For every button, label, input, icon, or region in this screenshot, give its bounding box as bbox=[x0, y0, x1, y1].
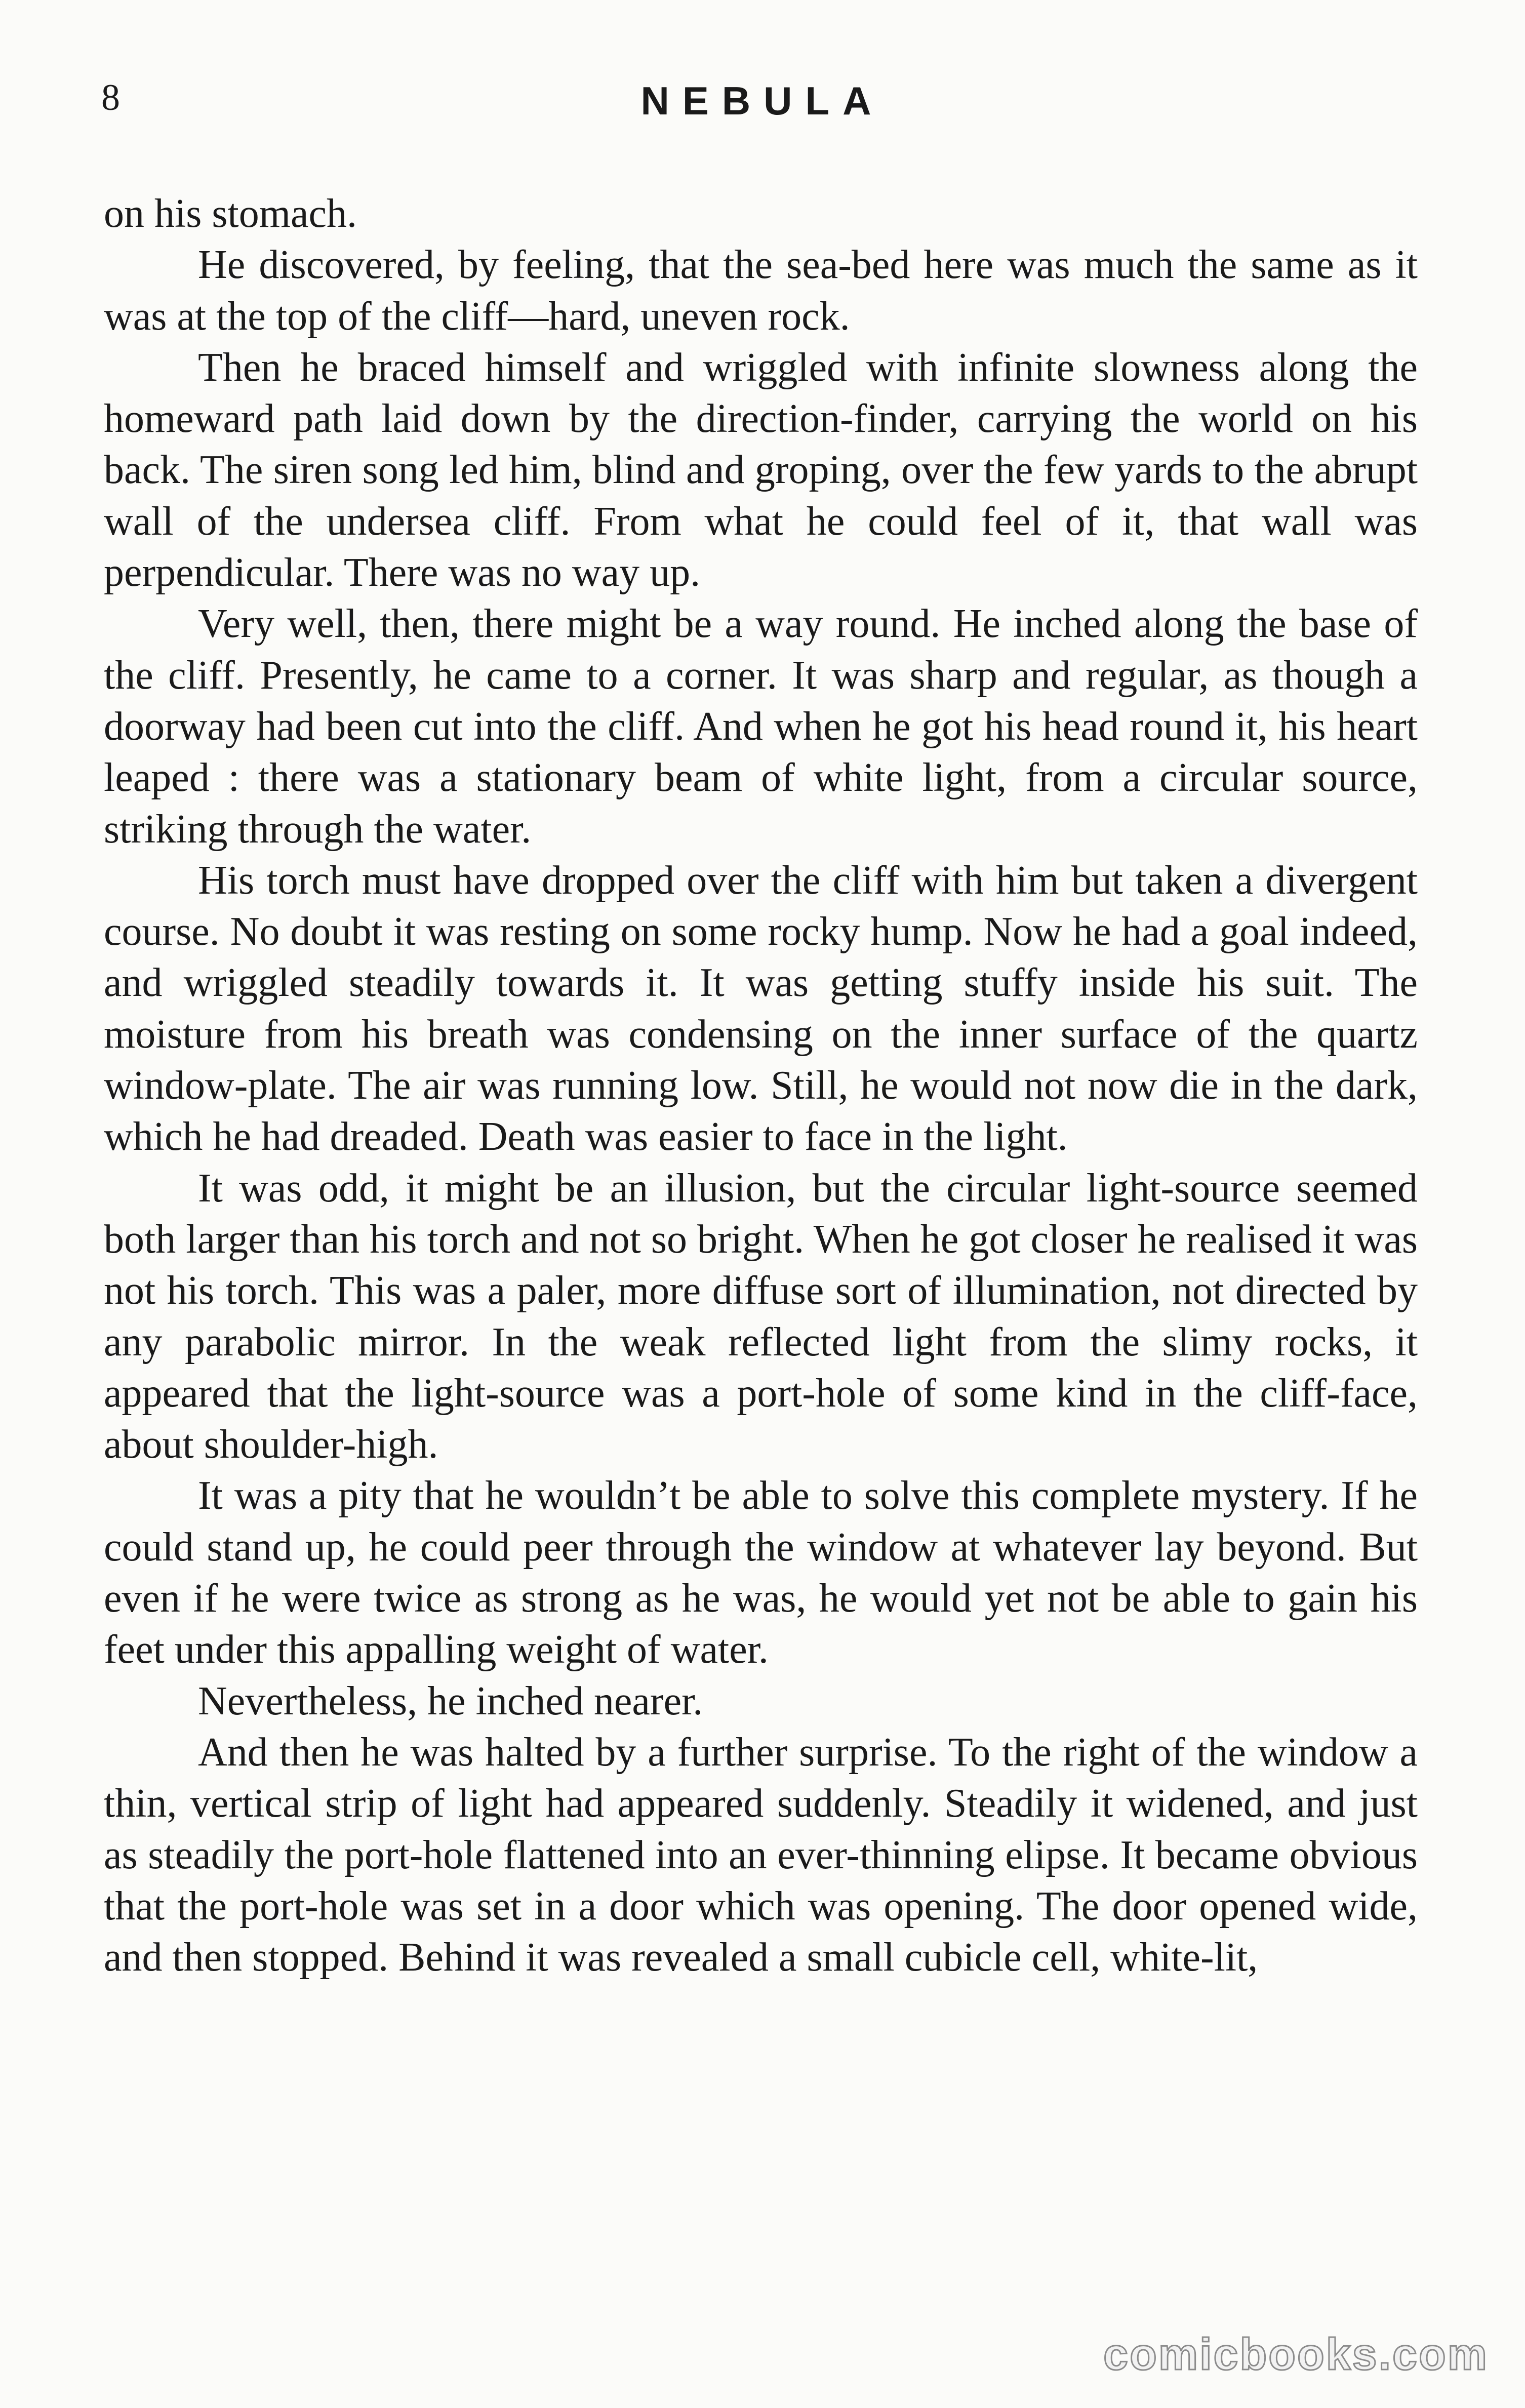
paragraph: It was odd, it might be an illusion, but the circular light-source seemed both larger than his torch and not so bright. When he got closer he realised it was not his torch. This was a paler, more diffuse sort of illumination, not directed by any parabolic mirror. In the weak reflected light from the slimy rocks, it appeared that the light-source was a port-hole of some kind in the cliff-face, about shoulder-high. bbox=[104, 1166, 1418, 1467]
paragraph: Very well, then, there might be a way round. He inched along the base of the cliff. Presently, he came to a corner. It was sharp and regular, as though a doorway had been cut into the cliff. And when he got his head round it, his heart leaped : there was a stationary beam of white light, from a circular source, striking through the water. bbox=[104, 601, 1418, 852]
body-text bbox=[104, 188, 1418, 1983]
running-title: NEBULA bbox=[640, 78, 885, 123]
paragraph: Then he braced himself and wriggled with infinite slowness along the homeward path laid down by the direction-finder, carrying the world on his back. The siren song led him, blind and groping, over the few yards to the abrupt wall of the undersea cliff. From what he could feel of it, that wall was perpendicular. There was no way up. bbox=[104, 345, 1418, 595]
site-watermark: comicbooks.com bbox=[1103, 2329, 1489, 2379]
paragraph: It was a pity that he wouldn’t be able to solve this complete mystery. If he could stand up, he could peer through the window at whatever lay beyond. But even if he were twice as strong as he was, he would yet not be able to gain his feet under this appalling weight of water. bbox=[104, 1473, 1418, 1672]
paragraph: He discovered, by feeling, that the sea-bed here was much the same as it was at the top of the cliff—hard, uneven rock. bbox=[104, 243, 1418, 339]
paragraph: on his stomach. bbox=[104, 191, 357, 236]
paragraph: His torch must have dropped over the cliff with him but taken a divergent course. No doubt it was resting on some rocky hump. Now he had a goal indeed, and wriggled steadily towards it. It was getting stuffy inside his suit. The moisture from his breath was condensing on the inner surface of the quartz window-plate. The air was running low. Still, he would not now die in the dark, which he had dreaded. Death was easier to face in the light. bbox=[104, 858, 1418, 1159]
paragraph: And then he was halted by a further surprise. To the right of the window a thin, vertical strip of light had appeared suddenly. Steadily it widened, and just as steadily the port-hole flattened into an ever-thinning elipse. It became obvious that the port-hole was set in a door which was opening. The door opened wide, and then stopped. Behind it was revealed a small cubicle cell, white-lit, bbox=[104, 1730, 1418, 1980]
paragraph: Nevertheless, he inched nearer. bbox=[198, 1678, 703, 1723]
page-number: 8 bbox=[101, 77, 120, 118]
